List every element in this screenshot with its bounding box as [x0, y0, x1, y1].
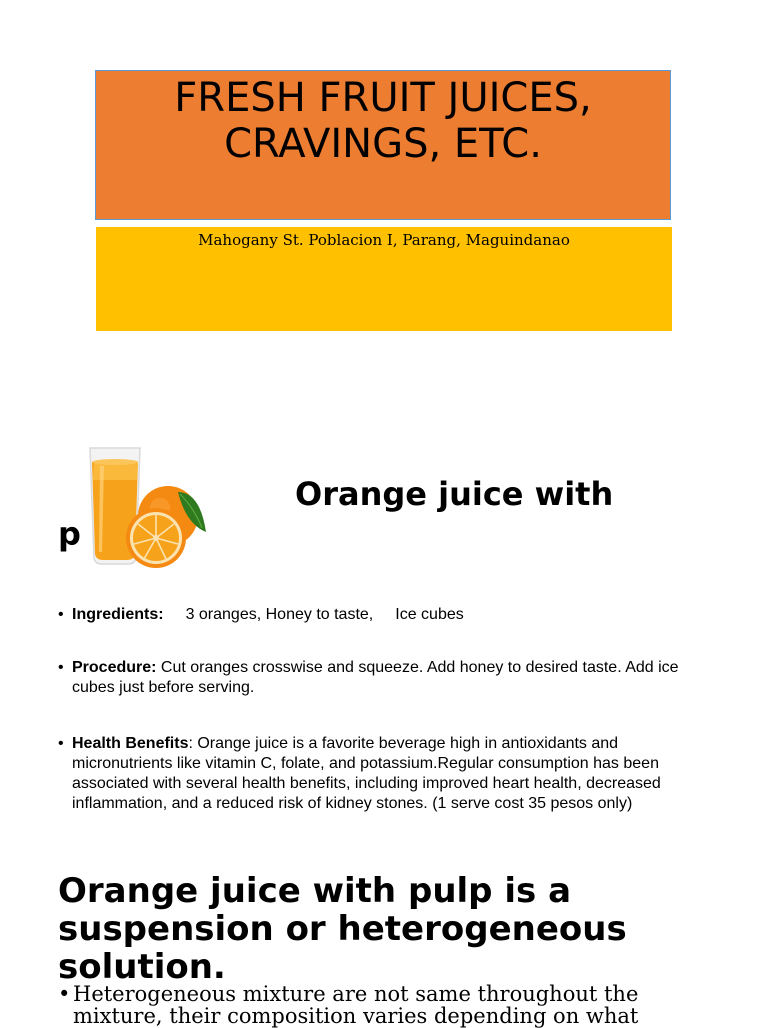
procedure-label: Procedure: [72, 659, 157, 676]
juice-title-wrap: p [58, 515, 81, 553]
procedure-item [58, 658, 718, 698]
title-banner [95, 70, 671, 220]
address-banner [96, 227, 672, 331]
ingredient: Ice cubes [395, 606, 464, 623]
title-line-2: CRAVINGS, ETC. [224, 121, 542, 167]
section-bullet: • Heterogeneous mixture are not same throughout the mixture, their composition varies depending on what [58, 983, 718, 1027]
health-benefits-item [58, 734, 718, 814]
health-benefits-label: Health Benefits [72, 735, 189, 752]
section-heading: Orange juice with pulp is a suspension or heterogeneous solution. [58, 871, 627, 987]
title-line-1: FRESH FRUIT JUICES, [174, 75, 592, 121]
procedure-text: Cut oranges crosswise and squeeze. Add honey to desired taste. Add ice cubes just before serving. [72, 659, 679, 696]
health-benefits-text: : Orange juice is a favorite beverage high in antioxidants and micronutrients like vitamin C, folate, and potassium.Regular consumption has been associated with several health benefits, including improved heart health, decreased inflammation, and a reduced risk of kidney stones. (1 serve cost 35 pesos only) [72, 735, 661, 812]
ingredients-item [58, 605, 718, 625]
ingredient: Honey to taste, [265, 606, 374, 623]
juice-title: Orange juice with [295, 475, 614, 513]
ingredient: 3 oranges, [185, 606, 262, 623]
address-text: Mahogany St. Poblacion I, Parang, Maguindanao [198, 231, 570, 249]
orange-juice-glass-icon [82, 440, 214, 574]
ingredients-label: Ingredients: [72, 606, 164, 623]
